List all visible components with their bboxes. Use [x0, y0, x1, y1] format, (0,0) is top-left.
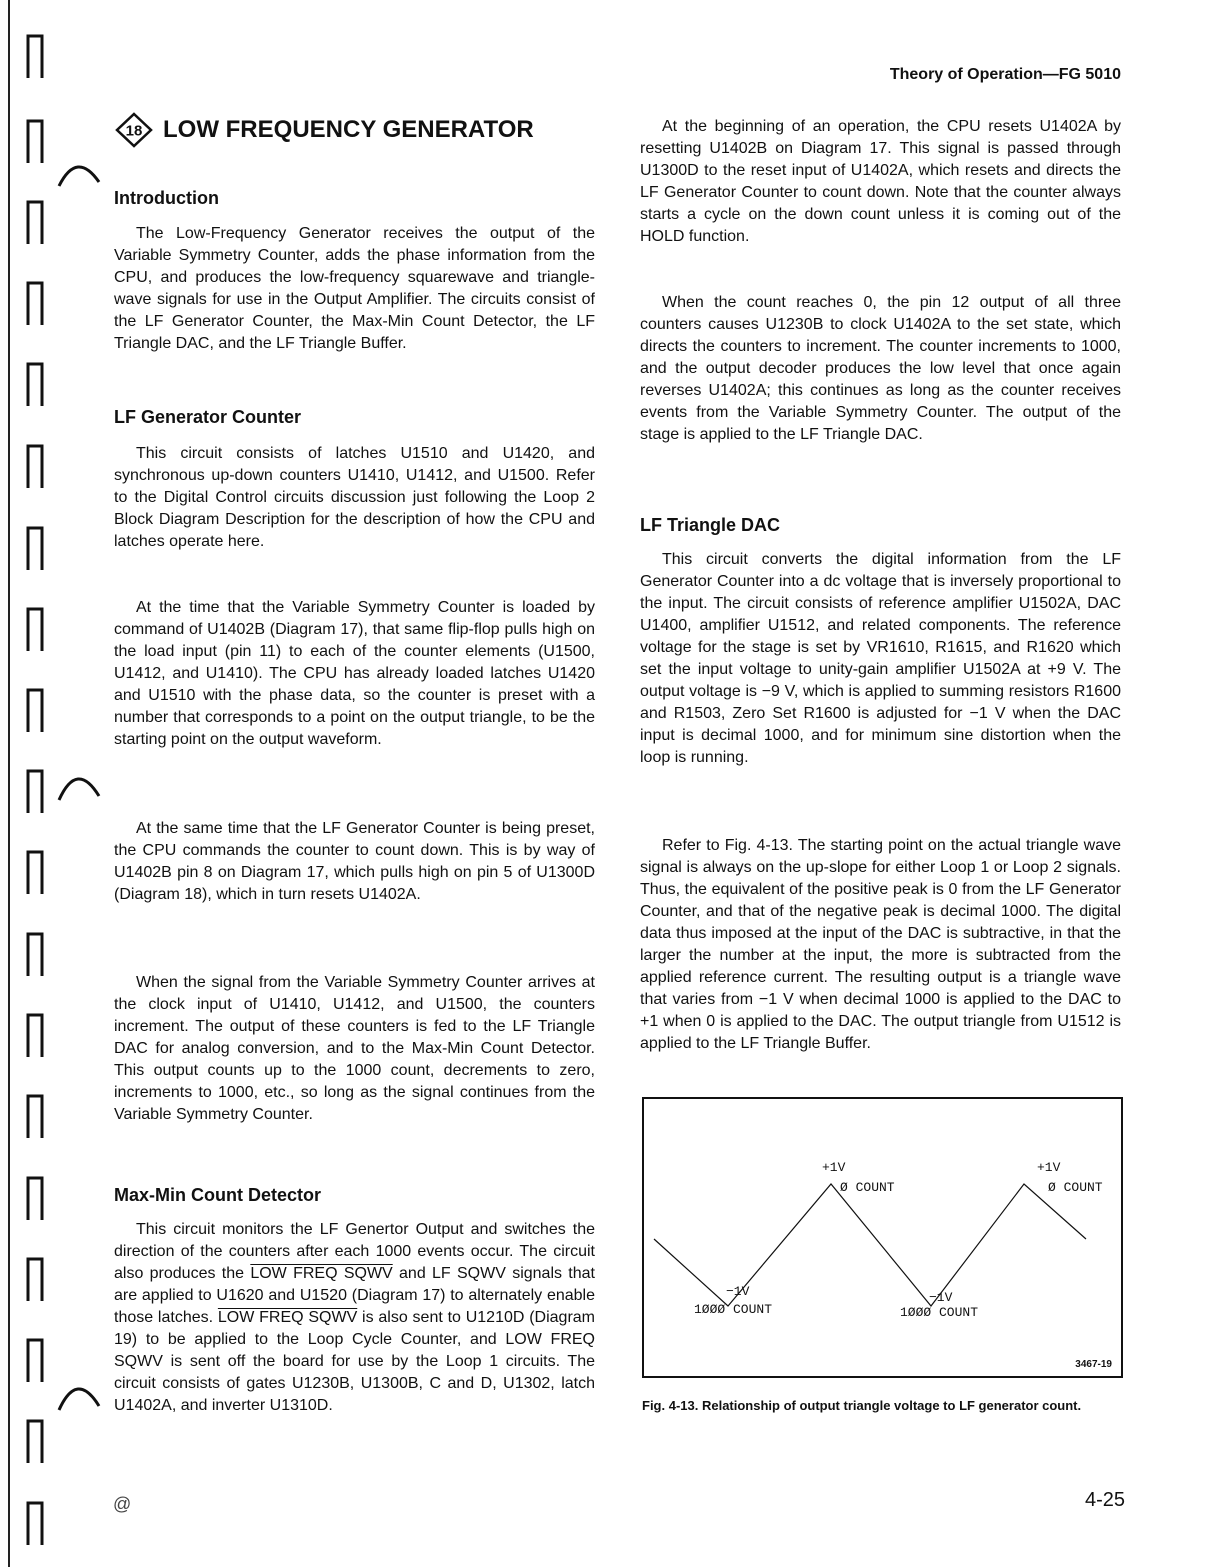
paragraph-text: and LF SQWV signals that are applied to U1620 and U1520 (Diagram 17) to alternately enable those latches.: [114, 1265, 595, 1326]
binder-hole-icon: [24, 522, 46, 572]
section-heading: LOW FREQUENCY GENERATOR: [163, 116, 534, 143]
peak-voltage-label: +1V: [822, 1160, 846, 1175]
binder-hole-icon: [24, 1497, 46, 1547]
section-number: 18: [125, 122, 143, 140]
binder-hole-icon: [24, 196, 46, 246]
paragraph: This circuit consists of latches U1510 and U1420, and synchronous up-down counters U1410, U1412, and U1500. Refer to the Digital Control circuits discussion just following the Loop 2 Block Diagram Description for the description of how the CPU and latches operate here.: [114, 445, 595, 550]
peak-count-label: Ø COUNT: [1048, 1180, 1103, 1195]
ring-arc-icon: [55, 1370, 105, 1414]
paragraph: The Low-Frequency Generator receives the output of the Variable Symmetry Counter, adds the phase information from the CPU, and produces the low-frequency squarewave and triangle-wave signals for use in the Output Amplifier. The circuits consist of the LF Generator Counter, the Max-Min Count Detector, the LF Triangle DAC, and the LF Triangle Buffer.: [114, 225, 595, 352]
peak-count-label: Ø COUNT: [840, 1180, 895, 1195]
paragraph: At the time that the Variable Symmetry Counter is loaded by command of U1402B (Diagram 17), that same flip-flop pulls high on the load input (pin 11) to each of the counter elements (U1500, U1412, and U1410). The CPU has already loaded latches U1420 and U1510 with the phase data, so the counter is preset with a number that corresponds to a point on the output triangle, to be the starting point on the output waveform.: [114, 599, 595, 748]
ring-arc-icon: [55, 760, 105, 804]
diagram-number-diamond-icon: [115, 112, 153, 148]
binder-hole-icon: [24, 1009, 46, 1059]
binder-hole-icon: [24, 277, 46, 327]
signal-name-overlined: LOW FREQ SQWV: [250, 1265, 393, 1282]
figure-caption: Fig. 4-13. Relationship of output triangle voltage to LF generator count.: [642, 1398, 1082, 1413]
heading-lf-triangle-dac: LF Triangle DAC: [640, 515, 781, 535]
peak-voltage-label: +1V: [1037, 1160, 1061, 1175]
binder-hole-icon: [24, 30, 46, 80]
page-left-edge: [8, 0, 10, 1567]
binder-hole-icon: [24, 684, 46, 734]
binder-hole-icon: [24, 115, 46, 165]
paragraph: When the count reaches 0, the pin 12 output of all three counters causes U1230B to clock U1402A to the set state, which directs the counters to increment. The counter increments to 1000, and the output decoder produces the low level that once again reverses U1402A; this continues as long as the counter receives events from the Variable Symmetry Counter. The output of the stage is applied to the LF Triangle DAC.: [640, 294, 1121, 443]
ring-arc-icon: [55, 150, 105, 190]
copyright-mark: @: [113, 1494, 132, 1514]
heading-introduction: Introduction: [114, 188, 219, 208]
triangle-wave-diagram: [644, 1099, 1121, 1376]
trough-count-label: 1ØØØ COUNT: [900, 1305, 979, 1320]
binder-hole-icon: [24, 928, 46, 978]
trough-count-label: 1ØØØ COUNT: [694, 1302, 773, 1317]
figure-4-13: [642, 1097, 1123, 1378]
binder-hole-icon: [24, 1334, 46, 1384]
heading-lf-generator-counter: LF Generator Counter: [114, 407, 302, 427]
paragraph: At the beginning of an operation, the CPU resets U1402A by resetting U1402B on Diagram 17. This signal is passed through U1300D to the reset input of U1402A, which resets and directs the LF Generator Counter to count down. Note that the counter always starts a cycle on the down count unless it is coming out of the HOLD function.: [640, 118, 1121, 245]
binder-hole-icon: [24, 765, 46, 815]
binder-hole-icon: [24, 1172, 46, 1222]
paragraph: This circuit converts the digital information from the LF Generator Counter into a dc voltage that is inversely proportional to the input. The circuit consists of reference amplifier U1502A, DAC U1400, amplifier U1512, and related components. The reference voltage for the stage is set by VR1610, R1615, and R1620 which set the input voltage to unity-gain amplifier U1502A at +9 V. The output voltage is −9 V, which is applied to summing resistors R1600 and R1503, Zero Set R1600 is adjusted for −1 V when the DAC input is decimal 1000, and for minimum sine distortion when the loop is running.: [640, 551, 1121, 766]
paragraph: When the signal from the Variable Symmetry Counter arrives at the clock input of U1410, U1412, and U1500, the counters increment. The output of these counters is fed to the LF Triangle DAC for analog conversion, and to the Max-Min Count Detector. This output counts up to the 1000 count, decrements to zero, increments to 1000, etc., so long as the signal continues from the Variable Symmetry Counter.: [114, 974, 595, 1123]
binder-hole-icon: [24, 1253, 46, 1303]
binder-hole-icon: [24, 603, 46, 653]
trough-voltage-label: −1V: [929, 1290, 953, 1305]
heading-max-min-count-detector: Max-Min Count Detector: [114, 1185, 321, 1205]
signal-name-overlined: LOW FREQ SQWV: [217, 1309, 358, 1326]
paragraph-text: This circuit monitors the LF Genertor Output and switches the direction of the counters after each 1000 events occur. The circuit also produces the: [114, 1221, 595, 1282]
triangle-waveform: [654, 1184, 1086, 1306]
trough-voltage-label: −1V: [726, 1284, 750, 1299]
paragraph: At the same time that the LF Generator Counter is being preset, the CPU commands the counter to count down. This is by way of U1402B pin 8 on Diagram 17, which pulls high on pin 5 of U1300D (Diagram 18), which in turn resets U1402A.: [114, 820, 595, 903]
paragraph: Refer to Fig. 4-13. The starting point on the actual triangle wave signal is always on the up-slope for either Loop 1 or Loop 2 signals. Thus, the equivalent of the positive peak is 0 from the LF Generator Counter, and that of the negative peak is decimal 1000. The digital data thus imposed at the input of the DAC is subtractive, in that the larger the number at the input, the more is subtracted from the applied reference current. The resulting output is a triangle wave that varies from −1 V when decimal 1000 is applied to the DAC to +1 when 0 is applied to the DAC. The output triangle from U1512 is applied to the LF Triangle Buffer.: [640, 837, 1121, 1052]
paragraph: [114, 1219, 595, 1417]
binder-hole-icon: [24, 440, 46, 490]
paragraph-text: is also sent to U1210D (Diagram 19) to be applied to the Loop Cycle Counter, and LOW FREQ SQWV is sent off the board for use by the Loop 1 circuits. The circuit consists of gates U1230B, U1300B, C and D, U1302, latch U1402A, and inverter U1310D.: [114, 1309, 596, 1414]
binder-hole-icon: [24, 1415, 46, 1465]
binder-hole-icon: [24, 1090, 46, 1140]
page-number: 4-25: [1084, 1489, 1125, 1511]
figure-id: 3467-19: [1075, 1359, 1112, 1370]
binder-hole-icon: [24, 358, 46, 408]
running-head: Theory of Operation—FG 5010: [889, 66, 1121, 83]
section-title: [115, 112, 534, 148]
binder-hole-icon: [24, 846, 46, 896]
